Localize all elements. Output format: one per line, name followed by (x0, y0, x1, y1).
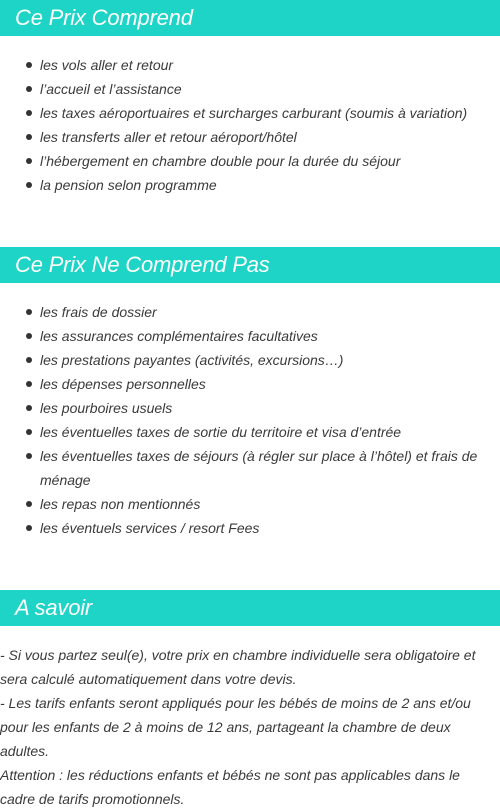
info-paragraph: Attention : les réductions enfants et bébés ne sont pas applicables dans le cadre de tarifs promotionnels. (0, 767, 460, 807)
excluded-item (0, 300, 500, 324)
info-paragraph: - Si vous partez seul(e), votre prix en chambre individuelle sera obligatoire et sera calculé automatiquement dans votre devis. (0, 647, 476, 687)
bullet-icon (26, 333, 32, 339)
included-item (0, 149, 500, 173)
included-item (0, 173, 500, 197)
excluded-item-text: les éventuels services / resort Fees (40, 520, 260, 536)
excluded-item-text: les repas non mentionnés (40, 496, 201, 512)
included-item-text: l’hébergement en chambre double pour la durée du séjour (40, 153, 401, 169)
bullet-icon (26, 501, 32, 507)
excluded-item-text: les éventuelles taxes de sortie du territoire et visa d’entrée (40, 424, 402, 440)
excluded-item (0, 492, 500, 516)
bullet-icon (26, 134, 32, 140)
excluded-item (0, 348, 500, 372)
bullet-icon (26, 405, 32, 411)
included-item (0, 77, 500, 101)
excluded-item-text: les dépenses personnelles (40, 376, 206, 392)
included-item-text: les vols aller et retour (40, 57, 174, 73)
bullet-icon (26, 309, 32, 315)
excluded-item-text: les frais de dossier (40, 304, 157, 320)
included-item (0, 125, 500, 149)
included-item-text: les taxes aéroportuaires et surcharges carburant (soumis à variation) (40, 105, 468, 121)
excluded-item (0, 324, 500, 348)
section-title-info: A savoir (0, 590, 500, 626)
bullet-icon (26, 158, 32, 164)
excluded-item-text: les éventuelles taxes de séjours (à régler sur place à l’hôtel) et frais de ménage (40, 448, 478, 488)
excluded-item (0, 396, 500, 420)
excluded-item (0, 420, 500, 444)
bullet-icon (26, 453, 32, 459)
included-item (0, 53, 500, 77)
excluded-item-text: les prestations payantes (activités, excursions…) (40, 352, 344, 368)
bullet-icon (26, 182, 32, 188)
included-item (0, 101, 500, 125)
bullet-icon (26, 429, 32, 435)
included-item-text: la pension selon programme (40, 177, 217, 193)
excluded-item (0, 516, 500, 540)
excluded-list (0, 300, 500, 540)
included-item-text: l’accueil et l’assistance (40, 81, 182, 97)
bullet-icon (26, 110, 32, 116)
info-paragraph: - Les tarifs enfants seront appliqués pour les bébés de moins de 2 ans et/ou pour les enfants de 2 à moins de 12 ans, partageant la chambre de deux adultes. (0, 695, 471, 759)
bullet-icon (26, 525, 32, 531)
excluded-item (0, 444, 500, 492)
included-list (0, 53, 500, 197)
section-title-excluded: Ce Prix Ne Comprend Pas (0, 247, 500, 283)
excluded-item (0, 372, 500, 396)
info-notes (0, 643, 500, 811)
bullet-icon (26, 86, 32, 92)
bullet-icon (26, 357, 32, 363)
section-title-included: Ce Prix Comprend (0, 0, 500, 36)
excluded-item-text: les pourboires usuels (40, 400, 173, 416)
bullet-icon (26, 62, 32, 68)
included-item-text: les transferts aller et retour aéroport/hôtel (40, 129, 297, 145)
excluded-item-text: les assurances complémentaires facultatives (40, 328, 318, 344)
bullet-icon (26, 381, 32, 387)
